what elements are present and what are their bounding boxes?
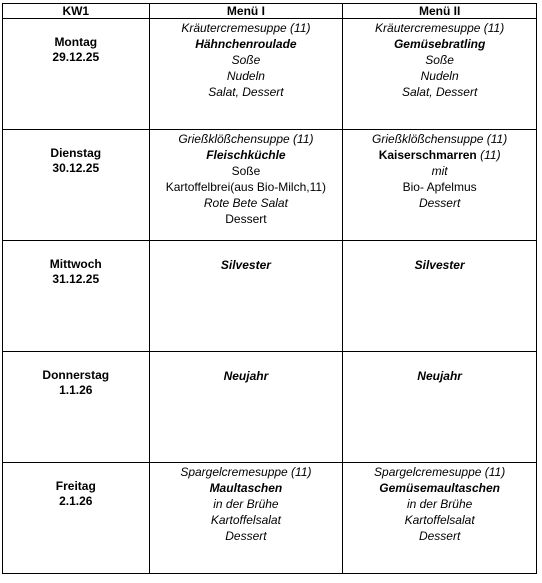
day-date: 30.12.25 [52, 161, 100, 175]
menu1-header: Menü I [149, 4, 343, 19]
side-item: mit [431, 164, 448, 178]
menu1-cell [149, 463, 343, 574]
side-item: in der Brühe [406, 497, 473, 511]
day-date: 31.12.25 [52, 272, 100, 286]
main-dish: Gemüsebratling [393, 37, 486, 51]
week-header: KW1 [3, 4, 150, 19]
day-cell [3, 463, 150, 574]
table-row-friday [3, 463, 537, 574]
side-item: Soße [231, 53, 261, 67]
menu2-holiday: Silvester [343, 241, 537, 352]
day-name: Mittwoch [49, 257, 102, 271]
side-item: Rote Bete Salat [203, 196, 288, 210]
soup: Spargelcremesuppe (11) [374, 465, 506, 479]
day-cell [3, 19, 150, 130]
header-row [3, 4, 537, 19]
soup: Spargelcremesuppe (11) [180, 465, 312, 479]
day-date: 1.1.26 [59, 383, 93, 397]
day-cell [3, 352, 150, 463]
menu1-holiday: Silvester [149, 241, 343, 352]
menu2-cell [343, 463, 537, 574]
side-item: Salat, Dessert [208, 85, 284, 99]
menu1-holiday: Neujahr [149, 352, 343, 463]
day-date: 2.1.26 [59, 494, 93, 508]
main-dish: Gemüsemaultaschen [379, 481, 500, 495]
day-cell [3, 130, 150, 241]
side-item: Kartoffelbrei(aus Bio-Milch,11) [165, 180, 327, 194]
main-dish: Maultaschen [209, 481, 283, 495]
side-item: Dessert [225, 212, 267, 226]
table-row-wednesday [3, 241, 537, 352]
side-item: Bio- Apfelmus [402, 180, 477, 194]
side-item: Dessert [418, 529, 461, 543]
side-item: Soße [425, 53, 454, 67]
menu2-cell [343, 19, 537, 130]
side-item: Dessert [225, 529, 267, 543]
side-item: in der Brühe [213, 497, 279, 511]
main-dish: Hähnchenroulade [195, 37, 297, 51]
table-row-thursday [3, 352, 537, 463]
table-row-tuesday [3, 130, 537, 241]
menu1-cell [149, 130, 343, 241]
side-item: Dessert [418, 196, 461, 210]
menu2-holiday: Neujahr [343, 352, 537, 463]
side-item: Salat, Dessert [401, 85, 478, 99]
weekly-menu-table [2, 3, 537, 574]
side-item: Nudeln [226, 69, 265, 83]
side-item: Kartoffelsalat [404, 513, 475, 527]
day-date: 29.12.25 [52, 50, 100, 64]
day-name: Montag [54, 35, 98, 49]
side-item: Kartoffelsalat [210, 513, 281, 527]
day-name: Freitag [55, 479, 96, 493]
main-dish: Fleischküchle [206, 148, 286, 162]
soup: Kräutercremesuppe (11) [375, 21, 505, 35]
menu1-cell [149, 19, 343, 130]
allergen-note: (11) [480, 148, 501, 162]
day-cell [3, 241, 150, 352]
side-item: Nudeln [420, 69, 459, 83]
menu2-cell [343, 130, 537, 241]
soup: Grießklößchensuppe (11) [372, 132, 508, 146]
side-item: Soße [231, 164, 261, 178]
day-name: Dienstag [50, 146, 102, 160]
main-dish: Kaiserschmarren [378, 148, 477, 162]
soup: Grießklößchensuppe (11) [178, 132, 314, 146]
menu2-header: Menü II [343, 4, 537, 19]
day-name: Donnerstag [42, 368, 110, 382]
main-dish-line [343, 147, 536, 163]
soup: Kräutercremesuppe (11) [181, 21, 311, 35]
table-row-monday [3, 19, 537, 130]
